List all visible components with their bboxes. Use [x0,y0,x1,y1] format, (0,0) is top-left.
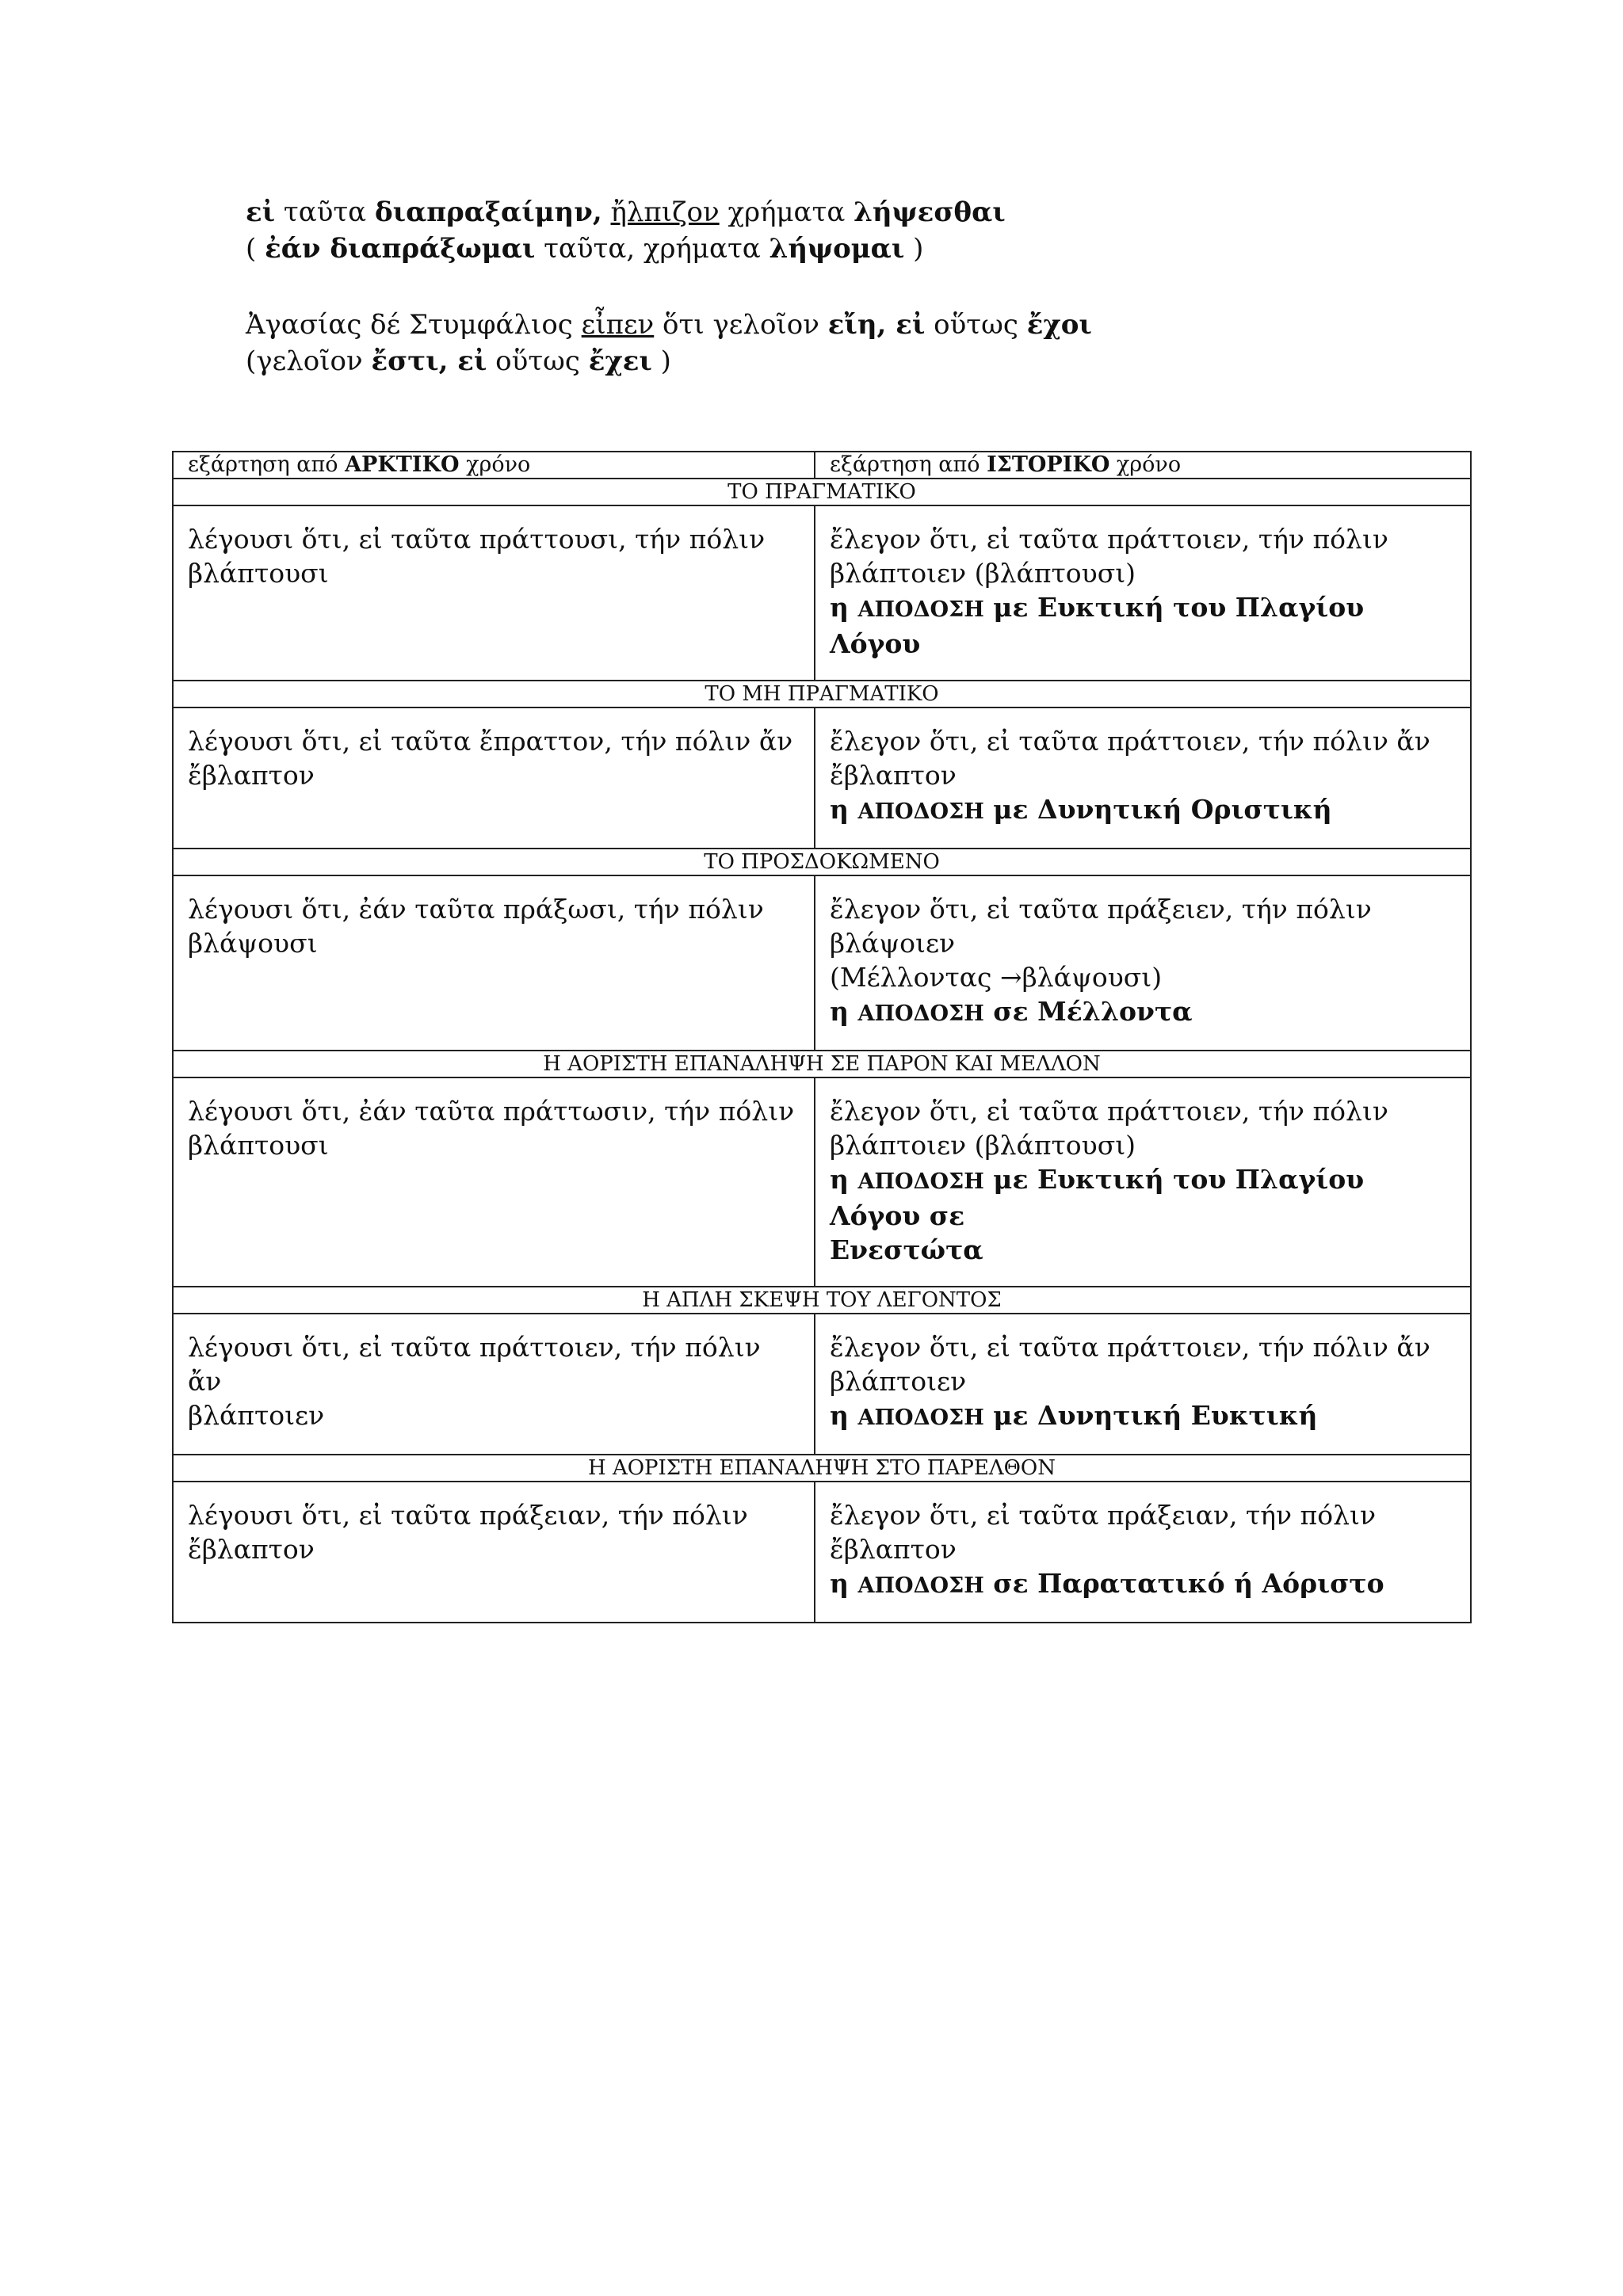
text-run: οὕτως [487,345,589,377]
cell-line [830,1128,1456,1162]
text-run: ΑΠΟΔΟΣΗ [857,597,984,622]
example-line [246,231,1092,267]
text-run: ἔλεγον ὅτι, εἰ ταῦτα πράττοιεν, τήν πόλιν ἄν [830,726,1430,757]
text-run: εξάρτηση από [830,452,987,477]
cell-line [188,1330,800,1398]
text-run: (Μέλλοντας →βλάψουσι) [830,962,1163,993]
right-example-cell [815,1482,1471,1623]
text-run: Ενεστώτα [830,1234,983,1265]
text-run: ΑΠΟΔΟΣΗ [857,1405,984,1430]
text-run [602,196,611,228]
text-run: ἔχει [588,345,652,377]
text-run: εἴη, εἰ [827,309,926,341]
text-run: η [830,1400,858,1431]
text-run: ΑΡΚΤΙΚΟ [345,452,460,477]
text-run: με Δυνητική Ευκτική [983,1400,1318,1431]
text-run: χρήματα [719,196,854,228]
text-run: η [830,794,858,825]
section-title: Η ΑΟΡΙΣΤΗ ΕΠΑΝΑΛΗΨΗ ΣΤΟ ΠΑΡΕΛΘΟΝ [173,1455,1471,1482]
text-run: διαπραξαίμην, [374,196,602,228]
section-content-row [173,1077,1471,1287]
cell-line [830,1233,1456,1267]
text-run: λέγουσι ὅτι, ἐάν ταῦτα πράττωσιν, τήν πόλιν [188,1096,795,1127]
text-run: βλάπτοιεν (βλάπτουσι) [830,558,1136,589]
cell-line [830,792,1456,829]
text-run: ΙΣΤΟΡΙΚΟ [987,452,1110,477]
text-run: η [830,1568,858,1599]
text-run: λήψομαι [769,233,905,265]
left-example-cell [173,1077,815,1287]
cell-line [830,1330,1456,1364]
cell-line [188,724,800,758]
cell-line [830,1498,1456,1566]
right-example-cell [815,1077,1471,1287]
text-run: ἔχοι [1026,309,1092,341]
text-run: οὕτως [925,309,1027,341]
section-title: ΤΟ ΠΡΟΣΔΟΚΩΜΕΝΟ [173,849,1471,875]
text-run: ΑΠΟΔΟΣΗ [857,1001,984,1026]
cell-line [830,522,1456,556]
text-run: ἔβλαπτον [188,1534,315,1565]
text-run: βλάπτουσι [188,558,329,589]
text-run: εἶπεν [581,309,655,341]
section-title-row [173,1287,1471,1314]
section-title: Η ΑΠΛΗ ΣΚΕΨΗ ΤΟΥ ΛΕΓΟΝΤΟΣ [173,1287,1471,1314]
cell-line [830,1398,1456,1435]
text-run: ὅτι γελοῖον [654,309,828,341]
text-run: με Δυνητική Οριστική [983,794,1332,825]
header-left-cell [173,452,815,479]
cell-line [830,758,1456,792]
text-run: ἔστι, εἰ [371,345,487,377]
right-example-cell [815,875,1471,1051]
text-run: λέγουσι ὅτι, ἐάν ταῦτα πράξωσι, τήν πόλιν [188,894,764,925]
text-run: ΑΠΟΔΟΣΗ [857,1573,984,1598]
section-content-row [173,1314,1471,1455]
cell-line [830,1364,1456,1398]
table-body [173,452,1471,1623]
left-example-cell [173,1482,815,1623]
text-run: ταῦτα, χρήματα [535,233,769,265]
section-title-row [173,1051,1471,1077]
text-run: σε Παρατατικό ή Αόριστο [983,1568,1384,1599]
text-run: η [830,996,858,1027]
cell-line [188,758,800,792]
text-run: ΑΠΟΔΟΣΗ [857,799,984,824]
text-run: χρόνο [459,452,531,477]
section-title: Η ΑΟΡΙΣΤΗ ΕΠΑΝΑΛΗΨΗ ΣΕ ΠΑΡΟΝ ΚΑΙ ΜΕΛΛΟΝ [173,1051,1471,1077]
text-run: ἔλεγον ὅτι, εἰ ταῦτα πράξειεν, τήν πόλιν βλάψοιεν [830,894,1372,959]
text-run: βλάψουσι [188,928,318,959]
text-run: βλάπτοιεν [830,1366,967,1397]
left-example-cell [173,505,815,681]
section-title-row [173,849,1471,875]
right-example-cell [815,1314,1471,1455]
section-title: ΤΟ ΜΗ ΠΡΑΓΜΑΤΙΚΟ [173,681,1471,707]
spacer [246,267,1092,307]
section-title-row [173,479,1471,505]
right-example-cell [815,505,1471,681]
conditional-clauses-table [172,451,1472,1623]
cell-line [830,994,1456,1031]
cell-line [188,1398,800,1432]
example-sentences [246,194,1092,379]
text-run: σε Μέλλοντα [983,996,1193,1027]
section-content-row [173,875,1471,1051]
cell-line [188,892,800,926]
header-row [173,452,1471,479]
text-run: ἔλεγον ὅτι, εἰ ταῦτα πράττοιεν, τήν πόλιν [830,1096,1388,1127]
text-run: ΑΠΟΔΟΣΗ [857,1169,984,1194]
left-example-cell [173,875,815,1051]
text-run: ταῦτα [275,196,375,228]
cell-line [830,1094,1456,1128]
text-run: εἰ [246,196,276,228]
text-run: βλάπτοιεν (βλάπτουσι) [830,1130,1136,1161]
text-run: ἔλεγον ὅτι, εἰ ταῦτα πράξειαν, τήν πόλιν ἔβλαπτον [830,1500,1377,1565]
cell-line [830,1162,1456,1233]
cell-line [830,960,1456,994]
text-run: ἔβλαπτον [830,760,957,791]
example-line [246,194,1092,231]
text-run: με Ευκτική του Πλαγίου Λόγου [830,592,1365,659]
right-example-cell [815,707,1471,849]
text-run: ) [904,233,924,265]
text-run: εξάρτηση από [188,452,346,477]
cell-line [188,1128,800,1162]
text-run: βλάπτοιεν [188,1400,325,1431]
example-line [246,343,1092,379]
text-run: ) [651,345,671,377]
left-example-cell [173,1314,815,1455]
cell-line [830,724,1456,758]
text-run: χρόνο [1109,452,1182,477]
text-run: ἔβλαπτον [188,760,315,791]
text-run: ἔλεγον ὅτι, εἰ ταῦτα πράττοιεν, τήν πόλιν [830,524,1388,555]
section-content-row [173,1482,1471,1623]
cell-line [188,1094,800,1128]
text-run: ἤλπιζον [610,196,720,228]
section-title-row [173,1455,1471,1482]
cell-line [830,1566,1456,1603]
header-right-cell [815,452,1471,479]
text-run: λέγουσι ὅτι, εἰ ταῦτα ἔπραττον, τήν πόλιν ἄν [188,726,793,757]
text-run: Ἀγασίας δέ Στυμφάλιος [246,309,582,341]
text-run: ἔλεγον ὅτι, εἰ ταῦτα πράττοιεν, τήν πόλιν ἄν [830,1332,1430,1363]
text-run: ( [246,233,265,265]
left-example-cell [173,707,815,849]
section-title-row [173,681,1471,707]
text-run: λήψεσθαι [854,196,1006,228]
cell-line [830,556,1456,590]
section-content-row [173,707,1471,849]
example-line [246,307,1092,343]
cell-line [830,590,1456,661]
text-run: με Ευκτική του Πλαγίου Λόγου σε [830,1164,1365,1231]
text-run: λέγουσι ὅτι, εἰ ταῦτα πράξειαν, τήν πόλιν [188,1500,748,1531]
section-content-row [173,505,1471,681]
text-run: λέγουσι ὅτι, εἰ ταῦτα πράττουσι, τήν πόλιν [188,524,766,555]
cell-line [188,556,800,590]
cell-line [188,1532,800,1566]
section-title: ΤΟ ΠΡΑΓΜΑΤΙΚΟ [173,479,1471,505]
cell-line [188,1498,800,1532]
cell-line [188,926,800,960]
text-run: ἐάν διαπράξωμαι [265,233,536,265]
text-run: βλάπτουσι [188,1130,329,1161]
cell-line [830,892,1456,960]
text-run: (γελοῖον [246,345,372,377]
text-run: η [830,592,858,623]
cell-line [188,522,800,556]
text-run: λέγουσι ὅτι, εἰ ταῦτα πράττοιεν, τήν πόλιν ἄν [188,1332,761,1397]
text-run: η [830,1164,858,1195]
